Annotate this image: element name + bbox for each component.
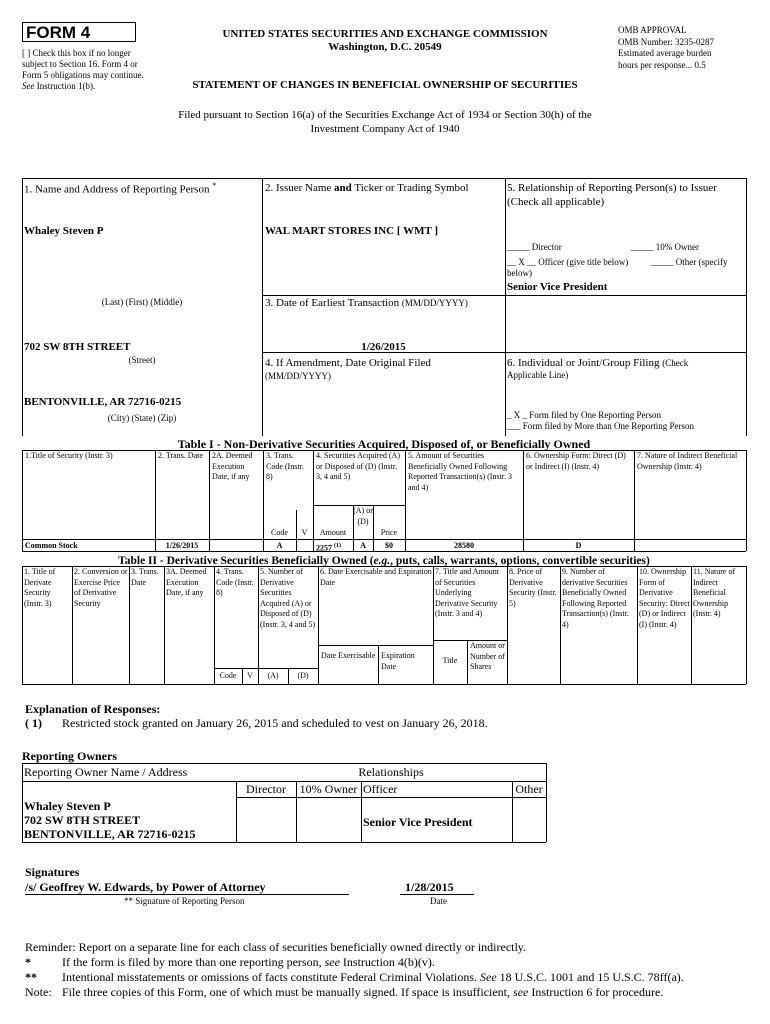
box1-label-text: 1. Name and Address of Reporting Person xyxy=(24,183,210,196)
box5-label-check: (Check all applicable) xyxy=(507,196,605,208)
omb-hours: hours per response... 0.5 xyxy=(618,59,706,70)
reporting-person-street: 702 SW 8TH STREET xyxy=(24,341,131,353)
t2-col1-header: 1. Title of Derivate Security (Instr. 3) xyxy=(24,567,56,608)
t1-row-footnote[interactable]: (1) xyxy=(334,543,341,549)
star1-pre: If the form is filed by more than one reporting person, xyxy=(62,955,322,969)
other-below-label: below) xyxy=(507,268,532,278)
box5-label xyxy=(507,181,747,209)
t1-sub-price: Price xyxy=(380,528,398,537)
box2-label xyxy=(265,181,505,195)
reporting-person-city: BENTONVILLE, AR 72716-0215 xyxy=(24,396,182,408)
box5-label-text: 5. Relationship of Reporting Person(s) to Issuer xyxy=(507,182,717,194)
t2-col11-header: 11. Nature of Indirect Beneficial Ownership (Instr. 4) xyxy=(693,567,736,618)
earliest-transaction-date: 1/26/2015 xyxy=(361,341,406,353)
reporting-person-name: Whaley Steven P xyxy=(24,225,104,237)
star1-post: Instruction 4(b)(v). xyxy=(342,955,435,969)
owner-officer-title: Senior Vice President xyxy=(363,815,473,829)
star2-post: 18 U.S.C. 1001 and 15 U.S.C. 78ff(a). xyxy=(499,970,684,984)
owners-col-ten-percent: 10% Owner xyxy=(299,782,358,796)
filed-line-2: Investment Company Act of 1940 xyxy=(310,123,460,135)
t1-row-amount: 2257 xyxy=(316,543,332,553)
note-see: see xyxy=(513,985,529,999)
owner-name-address xyxy=(24,799,195,841)
note-mark: Note: xyxy=(25,985,52,999)
star2-pre: Intentional misstatements or omissions of facts constitute Federal Criminal Violations. xyxy=(62,970,477,984)
t1-row-title: Common Stock xyxy=(25,541,78,550)
t2-title-post: , puts, calls, warrants, options, convertible securities) xyxy=(390,555,650,567)
t2-col5-header: 5. Number of Derivative Securities Acquired (A) or Disposed of (D) (Instr. 3, 4 and 5) xyxy=(260,567,316,629)
omb-approval: OMB APPROVAL xyxy=(618,25,687,35)
t1-sub-v: V xyxy=(301,528,308,537)
checkbox-instruction: Instruction 1(b). xyxy=(36,81,96,91)
box4-label: 4. If Amendment, Date Original Filed xyxy=(265,357,431,369)
box2-label-and: and xyxy=(334,182,352,194)
t2-title-eg: e.g. xyxy=(373,555,391,567)
explanation-heading: Explanation of Responses: xyxy=(25,702,161,716)
t1-sub-aod: (A) or (D) xyxy=(353,506,373,526)
multiple-reporting-persons-option[interactable]: ___ Form filed by More than One Reporting Person xyxy=(507,421,694,431)
signature-date: 1/28/2015 xyxy=(405,880,454,894)
t1-col4-header: 4. Securities Acquired (A) or Disposed of (D) (Instr. 3, 4 and 5) xyxy=(316,451,400,481)
box6-label-text: 6. Individual or Joint/Group Filing xyxy=(507,357,660,369)
t2-sub-v: V xyxy=(247,671,253,680)
star1-see: see xyxy=(324,955,340,969)
t2-sub-title: Title xyxy=(442,656,458,665)
form-title: FORM 4 xyxy=(22,22,136,42)
other-checkbox[interactable]: _____ Other (specify xyxy=(651,257,728,267)
t2-sub-exercisable: Date Exercisable xyxy=(321,651,376,660)
box4-label-format: (MM/DD/YYYY) xyxy=(265,371,331,381)
checkbox-see: See xyxy=(22,81,35,91)
signature-label: ** Signature of Reporting Person xyxy=(124,896,245,906)
agency-name: UNITED STATES SECURITIES AND EXCHANGE COMMISSION xyxy=(222,28,548,40)
name-parts-label: (Last) (First) (Middle) xyxy=(101,297,183,307)
t1-col6-header: 6. Ownership Form: Direct (D) or Indirect (I) (Instr. 4) xyxy=(526,451,626,471)
t2-sub-expiration: Expiration Date xyxy=(381,651,415,671)
reminder-line: Reminder: Report on a separate line for each class of securities beneficially owned directly or indirectly. xyxy=(25,940,527,954)
star1-text xyxy=(62,955,435,970)
owner-street: 702 SW 8TH STREET xyxy=(24,813,141,827)
t1-col7-header: 7. Nature of Indirect Beneficial Ownership (Instr. 4) xyxy=(637,451,738,471)
t1-row-owned: 28580 xyxy=(454,541,474,550)
t1-col2a-header: 2A. Deemed Execution Date, if any xyxy=(212,451,253,481)
box6-label-applicable: Applicable Line) xyxy=(507,370,569,380)
t2-col3-header: 3. Trans. Date xyxy=(131,567,159,587)
ten-percent-owner-checkbox[interactable]: _____ 10% Owner xyxy=(631,242,699,252)
t2-col10-header: 10. Ownership Form of Derivative Security: Direct (D) or Indirect (I) (Instr. 4) xyxy=(639,567,690,629)
star2-text xyxy=(62,970,684,985)
signatures-heading: Signatures xyxy=(25,865,80,879)
box1-asterisk: * xyxy=(212,181,217,190)
box6-label xyxy=(507,356,688,370)
t1-col2-header: 2. Trans. Date xyxy=(158,451,203,460)
t2-col6-header: 6. Date Exercisable and Expiration Date xyxy=(320,567,432,587)
signer-name: /s/ Geoffrey W. Edwards, by Power of Attorney xyxy=(25,880,266,894)
filed-line-1: Filed pursuant to Section 16(a) of the Securities Exchange Act of 1934 or Section 30(h) of the xyxy=(178,109,592,121)
officer-checkbox[interactable]: __ X __ Officer (give title below) xyxy=(507,257,629,267)
omb-box xyxy=(618,25,758,71)
omb-burden: Estimated average burden xyxy=(618,48,712,58)
t2-sub-code: Code xyxy=(219,671,237,680)
box3-label-format: (MM/DD/YYYY) xyxy=(401,298,468,308)
statement-title: STATEMENT OF CHANGES IN BENEFICIAL OWNERSHIP OF SECURITIES xyxy=(192,79,578,91)
footnote-1-number: ( 1) xyxy=(25,716,42,730)
one-reporting-person-option[interactable]: _ X _ Form filed by One Reporting Person xyxy=(507,410,661,420)
street-label: (Street) xyxy=(128,355,156,365)
t2-title-pre: Table II - Derivative Securities Beneficially Owned ( xyxy=(118,555,374,567)
owners-col-director: Director xyxy=(246,782,286,796)
note-post: Instruction 6 for procedure. xyxy=(531,985,664,999)
t2-col7-header: 7. Title and Amount of Securities Underlying Derivative Security (Instr. 3 and 4) xyxy=(435,567,500,618)
t2-sub-amount: Amount or Number of Shares xyxy=(470,641,505,671)
issuer-name: WAL MART STORES INC [ WMT ] xyxy=(265,225,439,237)
owner-city: BENTONVILLE, AR 72716-0215 xyxy=(24,827,196,841)
city-label: (City) (State) (Zip) xyxy=(107,413,177,423)
date-label: Date xyxy=(430,896,447,906)
owner-name: Whaley Steven P xyxy=(24,799,111,813)
t1-col1-header: 1.Title of Security (Instr. 3) xyxy=(25,451,113,460)
t1-row-date: 1/26/2015 xyxy=(165,541,199,550)
t2-sub-a: (A) xyxy=(267,671,279,680)
footnote-1-text: Restricted stock granted on January 26, 2015 and scheduled to vest on January 26, 2018. xyxy=(62,716,488,730)
box3-label xyxy=(265,296,468,310)
t1-sub-amount: Amount xyxy=(319,528,347,537)
box6-label-check: (Check xyxy=(662,358,689,368)
director-checkbox[interactable]: _____ Director xyxy=(507,242,562,252)
t1-sub-code: Code xyxy=(271,528,288,537)
t2-col2-header: 2. Conversion or Exercise Price of Derivative Security xyxy=(74,567,128,608)
t2-col9-header: 9. Number of derivative Securities Beneficially Owned Following Reported Transaction(s) (Instr. 4) xyxy=(562,567,629,629)
t1-row-amount-cell xyxy=(316,541,352,554)
agency-location: Washington, D.C. 20549 xyxy=(328,41,442,53)
officer-title: Senior Vice President xyxy=(507,281,608,293)
t2-col4-header: 4. Trans. Code (Instr. 8) xyxy=(216,567,254,597)
owners-col-name: Reporting Owner Name / Address xyxy=(24,765,188,779)
t1-row-form: D xyxy=(575,541,582,550)
t2-col8-header: 8. Price of Derivative Security (Instr. 5) xyxy=(509,567,557,608)
owners-col-officer: Officer xyxy=(363,782,398,796)
omb-number: OMB Number: 3235-0287 xyxy=(618,36,714,47)
owners-col-other: Other xyxy=(515,782,543,796)
note-text xyxy=(62,985,663,1000)
t1-row-code: A xyxy=(276,541,283,550)
reporting-owners-heading: Reporting Owners xyxy=(22,749,117,763)
box2-label-pre: 2. Issuer Name xyxy=(265,182,332,194)
t2-col3a-header: 3A. Deemed Execution Date, if any xyxy=(166,567,207,597)
table1-title: Table I - Non-Derivative Securities Acquired, Disposed of, or Beneficially Owned xyxy=(177,437,591,451)
t1-col3-header: 3. Trans. Code (Instr. 8) xyxy=(266,451,304,481)
box3-label-text: 3. Date of Earliest Transaction xyxy=(265,297,400,309)
t2-sub-d: (D) xyxy=(297,671,309,680)
owners-col-relationships: Relationships xyxy=(358,765,424,779)
checkbox-text: [ ] Check this box if no longer subject to Section 16. Form 4 or Form 5 obligations may continue. xyxy=(22,48,144,80)
t1-col5-header: 5. Amount of Securities Beneficially Owned Following Reported Transaction(s) (Instr. 3 and 4) xyxy=(408,451,512,492)
star2-mark: ** xyxy=(25,970,37,984)
t1-row-aod: A xyxy=(360,541,366,550)
box1-label xyxy=(24,181,216,197)
star1-mark: * xyxy=(25,955,31,969)
box2-label-post: Ticker or Trading Symbol xyxy=(354,182,469,194)
checkbox-notice[interactable] xyxy=(22,48,150,92)
t1-row-price: $0 xyxy=(385,541,393,550)
star2-see: See xyxy=(480,970,497,984)
note-pre: File three copies of this Form, one of which must be manually signed. If space is insufficient, xyxy=(62,985,511,999)
